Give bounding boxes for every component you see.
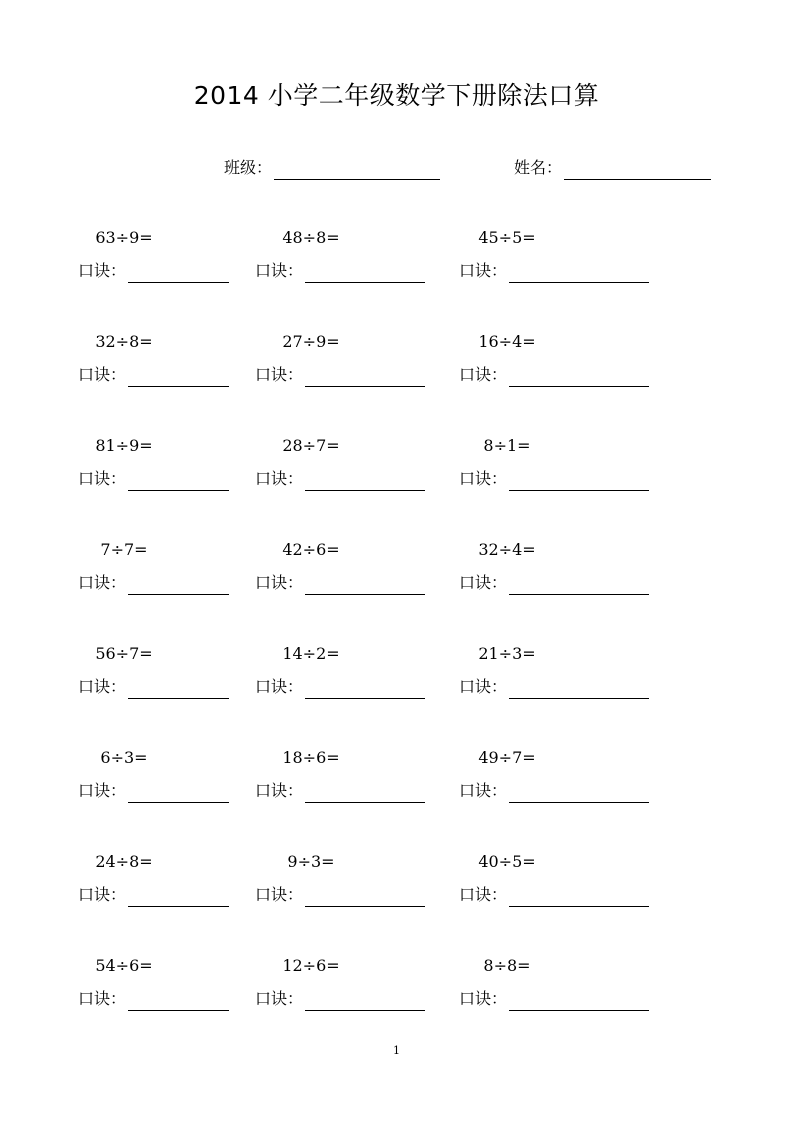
answer-label: 口诀： bbox=[78, 677, 127, 696]
division-problem: 16÷4= bbox=[478, 332, 536, 351]
answer-blank[interactable] bbox=[305, 366, 425, 387]
answer-line bbox=[459, 259, 649, 283]
answer-blank[interactable] bbox=[305, 678, 425, 699]
division-problem: 48÷8= bbox=[282, 228, 340, 247]
answer-line bbox=[78, 675, 229, 699]
division-problem: 21÷3= bbox=[478, 644, 536, 663]
answer-blank[interactable] bbox=[128, 990, 229, 1011]
answer-blank[interactable] bbox=[305, 886, 425, 907]
class-label: 班级： bbox=[224, 158, 273, 177]
answer-label: 口诀： bbox=[78, 989, 127, 1008]
answer-blank[interactable] bbox=[305, 574, 425, 595]
answer-blank[interactable] bbox=[128, 782, 229, 803]
answer-line bbox=[459, 987, 649, 1011]
answer-label: 口诀： bbox=[78, 885, 127, 904]
answer-label: 口诀： bbox=[255, 989, 304, 1008]
answer-label: 口诀： bbox=[459, 573, 508, 592]
answer-line bbox=[255, 987, 425, 1011]
answer-label: 口诀： bbox=[255, 469, 304, 488]
answer-label: 口诀： bbox=[255, 677, 304, 696]
division-problem: 6÷3= bbox=[100, 748, 148, 767]
answer-line bbox=[255, 363, 425, 387]
answer-label: 口诀： bbox=[459, 365, 508, 384]
answer-label: 口诀： bbox=[459, 989, 508, 1008]
division-problem: 45÷5= bbox=[478, 228, 536, 247]
division-problem: 14÷2= bbox=[282, 644, 340, 663]
division-problem: 49÷7= bbox=[478, 748, 536, 767]
answer-label: 口诀： bbox=[255, 573, 304, 592]
division-problem: 56÷7= bbox=[95, 644, 153, 663]
division-problem: 12÷6= bbox=[282, 956, 340, 975]
answer-label: 口诀： bbox=[255, 885, 304, 904]
division-problem: 24÷8= bbox=[95, 852, 153, 871]
answer-label: 口诀： bbox=[78, 261, 127, 280]
division-problem: 8÷8= bbox=[483, 956, 531, 975]
answer-line bbox=[459, 675, 649, 699]
answer-line bbox=[255, 259, 425, 283]
name-field bbox=[514, 156, 711, 180]
division-problem: 63÷9= bbox=[95, 228, 153, 247]
page-title: 2014 小学二年级数学下册除法口算 bbox=[193, 81, 600, 110]
answer-blank[interactable] bbox=[509, 470, 649, 491]
class-field bbox=[224, 156, 440, 180]
answer-blank[interactable] bbox=[305, 990, 425, 1011]
division-problem: 32÷4= bbox=[478, 540, 536, 559]
answer-blank[interactable] bbox=[128, 470, 229, 491]
answer-blank[interactable] bbox=[128, 886, 229, 907]
answer-blank[interactable] bbox=[509, 782, 649, 803]
answer-line bbox=[255, 571, 425, 595]
answer-line bbox=[78, 363, 229, 387]
answer-blank[interactable] bbox=[509, 574, 649, 595]
answer-blank[interactable] bbox=[128, 262, 229, 283]
answer-line bbox=[255, 779, 425, 803]
answer-label: 口诀： bbox=[255, 365, 304, 384]
answer-line bbox=[459, 779, 649, 803]
name-blank[interactable] bbox=[564, 159, 711, 180]
division-problem: 9÷3= bbox=[287, 852, 335, 871]
answer-label: 口诀： bbox=[255, 781, 304, 800]
answer-line bbox=[255, 467, 425, 491]
division-problem: 8÷1= bbox=[483, 436, 531, 455]
answer-blank[interactable] bbox=[509, 678, 649, 699]
answer-line bbox=[255, 883, 425, 907]
answer-label: 口诀： bbox=[459, 781, 508, 800]
division-problem: 27÷9= bbox=[282, 332, 340, 351]
answer-label: 口诀： bbox=[78, 781, 127, 800]
answer-label: 口诀： bbox=[459, 469, 508, 488]
division-problem: 42÷6= bbox=[282, 540, 340, 559]
division-problem: 7÷7= bbox=[100, 540, 148, 559]
answer-label: 口诀： bbox=[78, 365, 127, 384]
answer-line bbox=[78, 779, 229, 803]
answer-label: 口诀： bbox=[459, 677, 508, 696]
class-blank[interactable] bbox=[274, 159, 440, 180]
division-problem: 54÷6= bbox=[95, 956, 153, 975]
page-number: 1 bbox=[393, 1044, 400, 1057]
answer-blank[interactable] bbox=[509, 886, 649, 907]
answer-blank[interactable] bbox=[128, 678, 229, 699]
answer-line bbox=[78, 259, 229, 283]
answer-line bbox=[78, 987, 229, 1011]
answer-line bbox=[459, 571, 649, 595]
answer-label: 口诀： bbox=[78, 573, 127, 592]
answer-blank[interactable] bbox=[305, 470, 425, 491]
division-problem: 40÷5= bbox=[478, 852, 536, 871]
name-label: 姓名： bbox=[514, 158, 563, 177]
division-problem: 81÷9= bbox=[95, 436, 153, 455]
answer-line bbox=[459, 363, 649, 387]
answer-blank[interactable] bbox=[128, 574, 229, 595]
answer-line bbox=[78, 467, 229, 491]
answer-blank[interactable] bbox=[305, 782, 425, 803]
answer-line bbox=[78, 883, 229, 907]
answer-blank[interactable] bbox=[305, 262, 425, 283]
division-problem: 32÷8= bbox=[95, 332, 153, 351]
answer-blank[interactable] bbox=[509, 366, 649, 387]
answer-label: 口诀： bbox=[459, 261, 508, 280]
answer-blank[interactable] bbox=[509, 262, 649, 283]
division-problem: 18÷6= bbox=[282, 748, 340, 767]
answer-blank[interactable] bbox=[128, 366, 229, 387]
answer-label: 口诀： bbox=[78, 469, 127, 488]
answer-label: 口诀： bbox=[255, 261, 304, 280]
answer-line bbox=[255, 675, 425, 699]
answer-line bbox=[78, 571, 229, 595]
answer-line bbox=[459, 883, 649, 907]
answer-label: 口诀： bbox=[459, 885, 508, 904]
answer-blank[interactable] bbox=[509, 990, 649, 1011]
answer-line bbox=[459, 467, 649, 491]
division-problem: 28÷7= bbox=[282, 436, 340, 455]
